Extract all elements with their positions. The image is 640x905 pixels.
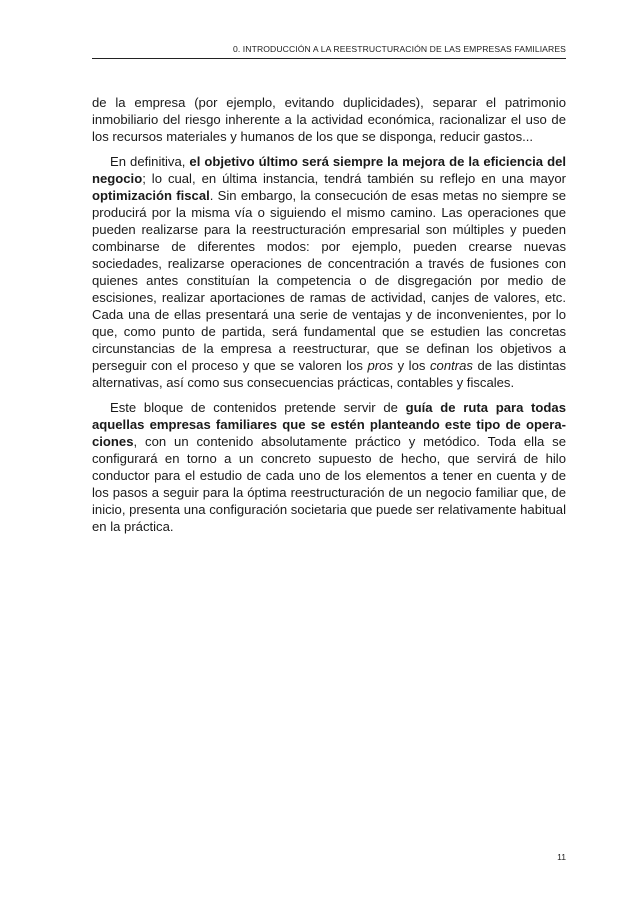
paragraph-1: de la empresa (por ejemplo, evitando duplicidades), separar el patrimonio inmobiliario del riesgo inherente a la actividad económica, racionalizar el uso de los recursos materiales y humanos de los que se disponga, reducir gastos... [92, 95, 566, 144]
running-header: 0. INTRODUCCIÓN A LA REESTRUCTURACIÓN DE LAS EMPRESAS FAMILIARES [232, 44, 566, 54]
paragraph-3-text-2: , con un contenido absolutamente práctico y metódico. Toda ella se configurará en torno a un concreto supuesto de hecho, que servirá de hilo conductor para el estudio de cada uno de los elementos a tener en cuenta y de los pasos a seguir para la óptima reestructuración de un negocio familiar que, de inicio, presenta una configuración societaria que puede ser relativamente habitual en la práctica. [92, 434, 566, 534]
paragraph-2 [92, 153, 566, 391]
paragraph-2-italic-2: contras [430, 358, 473, 373]
paragraph-3-bold-1: guía de ruta para todas aquellas empresas familiares que se estén planteando este tipo de operaciones [92, 400, 566, 449]
paragraph-3 [92, 399, 566, 535]
header-rule [92, 58, 566, 59]
paragraph-2-text-1: En definitiva, [110, 154, 190, 169]
paragraph-2-italic-1: pros [367, 358, 393, 373]
paragraph-2-bold-2: optimización fiscal [92, 188, 210, 203]
body-text [92, 94, 566, 543]
paragraph-2-text-2: ; lo cual, en última instancia, tendrá también su reflejo en una mayor [142, 171, 566, 186]
paragraph-2-bold-1: el objetivo último será siempre la mejora de la eficiencia del negocio [92, 154, 567, 186]
page-number: 11 [557, 852, 566, 862]
paragraph-2-text-4: y los [393, 358, 430, 373]
paragraph-2-text-3: . Sin embargo, la consecución de esas metas no siempre se producirá por la misma vía o siguiendo el mismo camino. Las operaciones que pueden realizarse para la reestructuración empresarial son múltiples y pueden combinarse de diferentes modos: por ejemplo, pueden crearse nuevas sociedades, realizarse operaciones de concentración a través de fusiones con quienes antes constituían la competencia o de disgregación por medio de escisiones, realizar aportaciones de ramas de actividad, canjes de valores, etc. Cada una de ellas presentará una serie de ventajas y de inconvenientes, por lo que, como punto de partida, será fundamental que se estudien las concretas circunstancias de la empresa a reestructurar, que se definan los objetivos a perseguir con el proceso y que se valoren los [92, 188, 566, 373]
paragraph-2-text-5: de las distintas alternativas, así como sus consecuencias prácticas, contables y fiscales. [92, 358, 566, 390]
paragraph-3-text-1: Este bloque de contenidos pretende servir de [110, 400, 406, 415]
